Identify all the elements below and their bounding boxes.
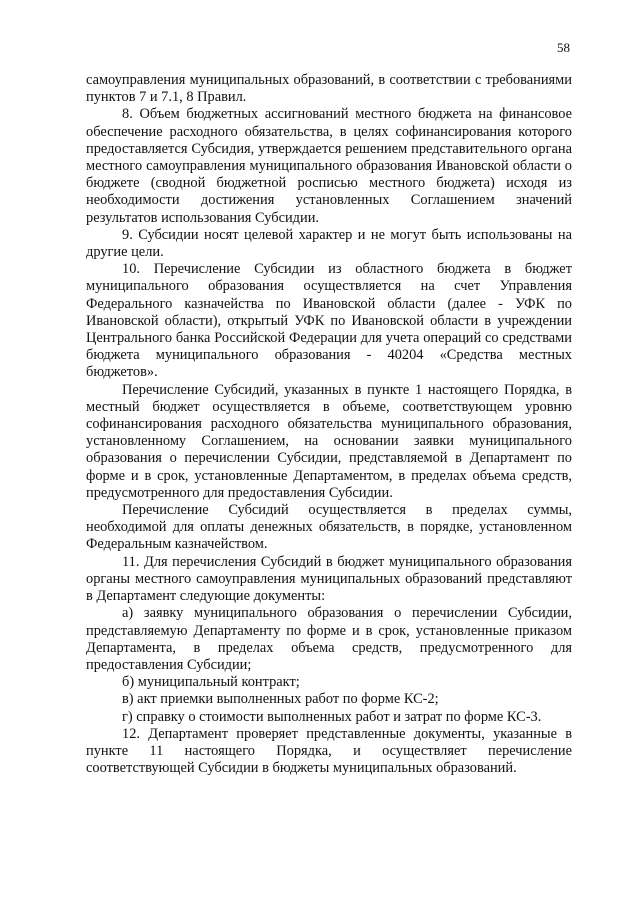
list-item-a: а) заявку муниципального образования о перечислении Субсидии, представляемую Департаменту по форме и в срок, установленные приказом Департамента, в пределах объема средств, предусмотренного для предоставления Субсидии; — [86, 605, 572, 673]
list-item-g: г) справку о стоимости выполненных работ и затрат по форме КС-3. — [122, 708, 542, 725]
paragraph-transfer-volume: Перечисление Субсидий, указанных в пункте 1 настоящего Порядка, в местный бюджет осуществляется в объеме, соответствующем уровню софинансирования расходного обязательства муниципального образования, установленному Соглашением, на основании заявки муниципального образования о перечислении Субсидии, представляемой в Департамент по форме и в срок, установленные Департаментом, в пределах объема средств, предусмотренного для предоставления Субсидии. — [86, 381, 572, 501]
list-item-v: в) акт приемки выполненных работ по форме КС-2; — [122, 691, 439, 708]
paragraph-transfer-limits: Перечисление Субсидий осуществляется в пределах суммы, необходимой для оплаты денежных обязательств, в порядке, установленном Федеральным казначейством. — [86, 502, 572, 553]
list-item-b: б) муниципальный контракт; — [122, 674, 300, 691]
paragraph-item-11: 11. Для перечисления Субсидий в бюджет муниципального образования органы местного самоуправления муниципальных образований представляют в Департамент следующие документы: — [86, 553, 572, 605]
paragraph-item-8: 8. Объем бюджетных ассигнований местного бюджета на финансовое обеспечение расходного обязательства, в целях софинансирования которого предоставляется Субсидия, утверждается решением представительного органа местного самоуправления муниципального образования Ивановской области о бюджете (сводной бюджетной росписью местного бюджета) исходя из необходимости достижения установленных Соглашением значений результатов использования Субсидии. — [86, 106, 572, 226]
document-body — [86, 72, 572, 777]
page-number: 58 — [557, 40, 570, 55]
paragraph-item-12: 12. Департамент проверяет представленные документы, указанные в пункте 11 настоящего Порядка, и осуществляет перечисление соответствующей Субсидии в бюджеты муниципальных образований. — [86, 725, 572, 777]
paragraph-item-9: 9. Субсидии носят целевой характер и не могут быть использованы на другие цели. — [86, 226, 572, 261]
paragraph-continuation: самоуправления муниципальных образований, в соответствии с требованиями пунктов 7 и 7.1, 8 Правил. — [86, 72, 572, 106]
paragraph-item-10: 10. Перечисление Субсидии из областного бюджета в бюджет муниципального образования осуществляется на счет Управления Федерального казначейства по Ивановской области (далее - УФК по Ивановской области), открытый УФК по Ивановской области в учреждении Центрального банка Российской Федерации для учета операций со средствами бюджета муниципального образования - 40204 «Средства местных бюджетов». — [86, 261, 572, 381]
